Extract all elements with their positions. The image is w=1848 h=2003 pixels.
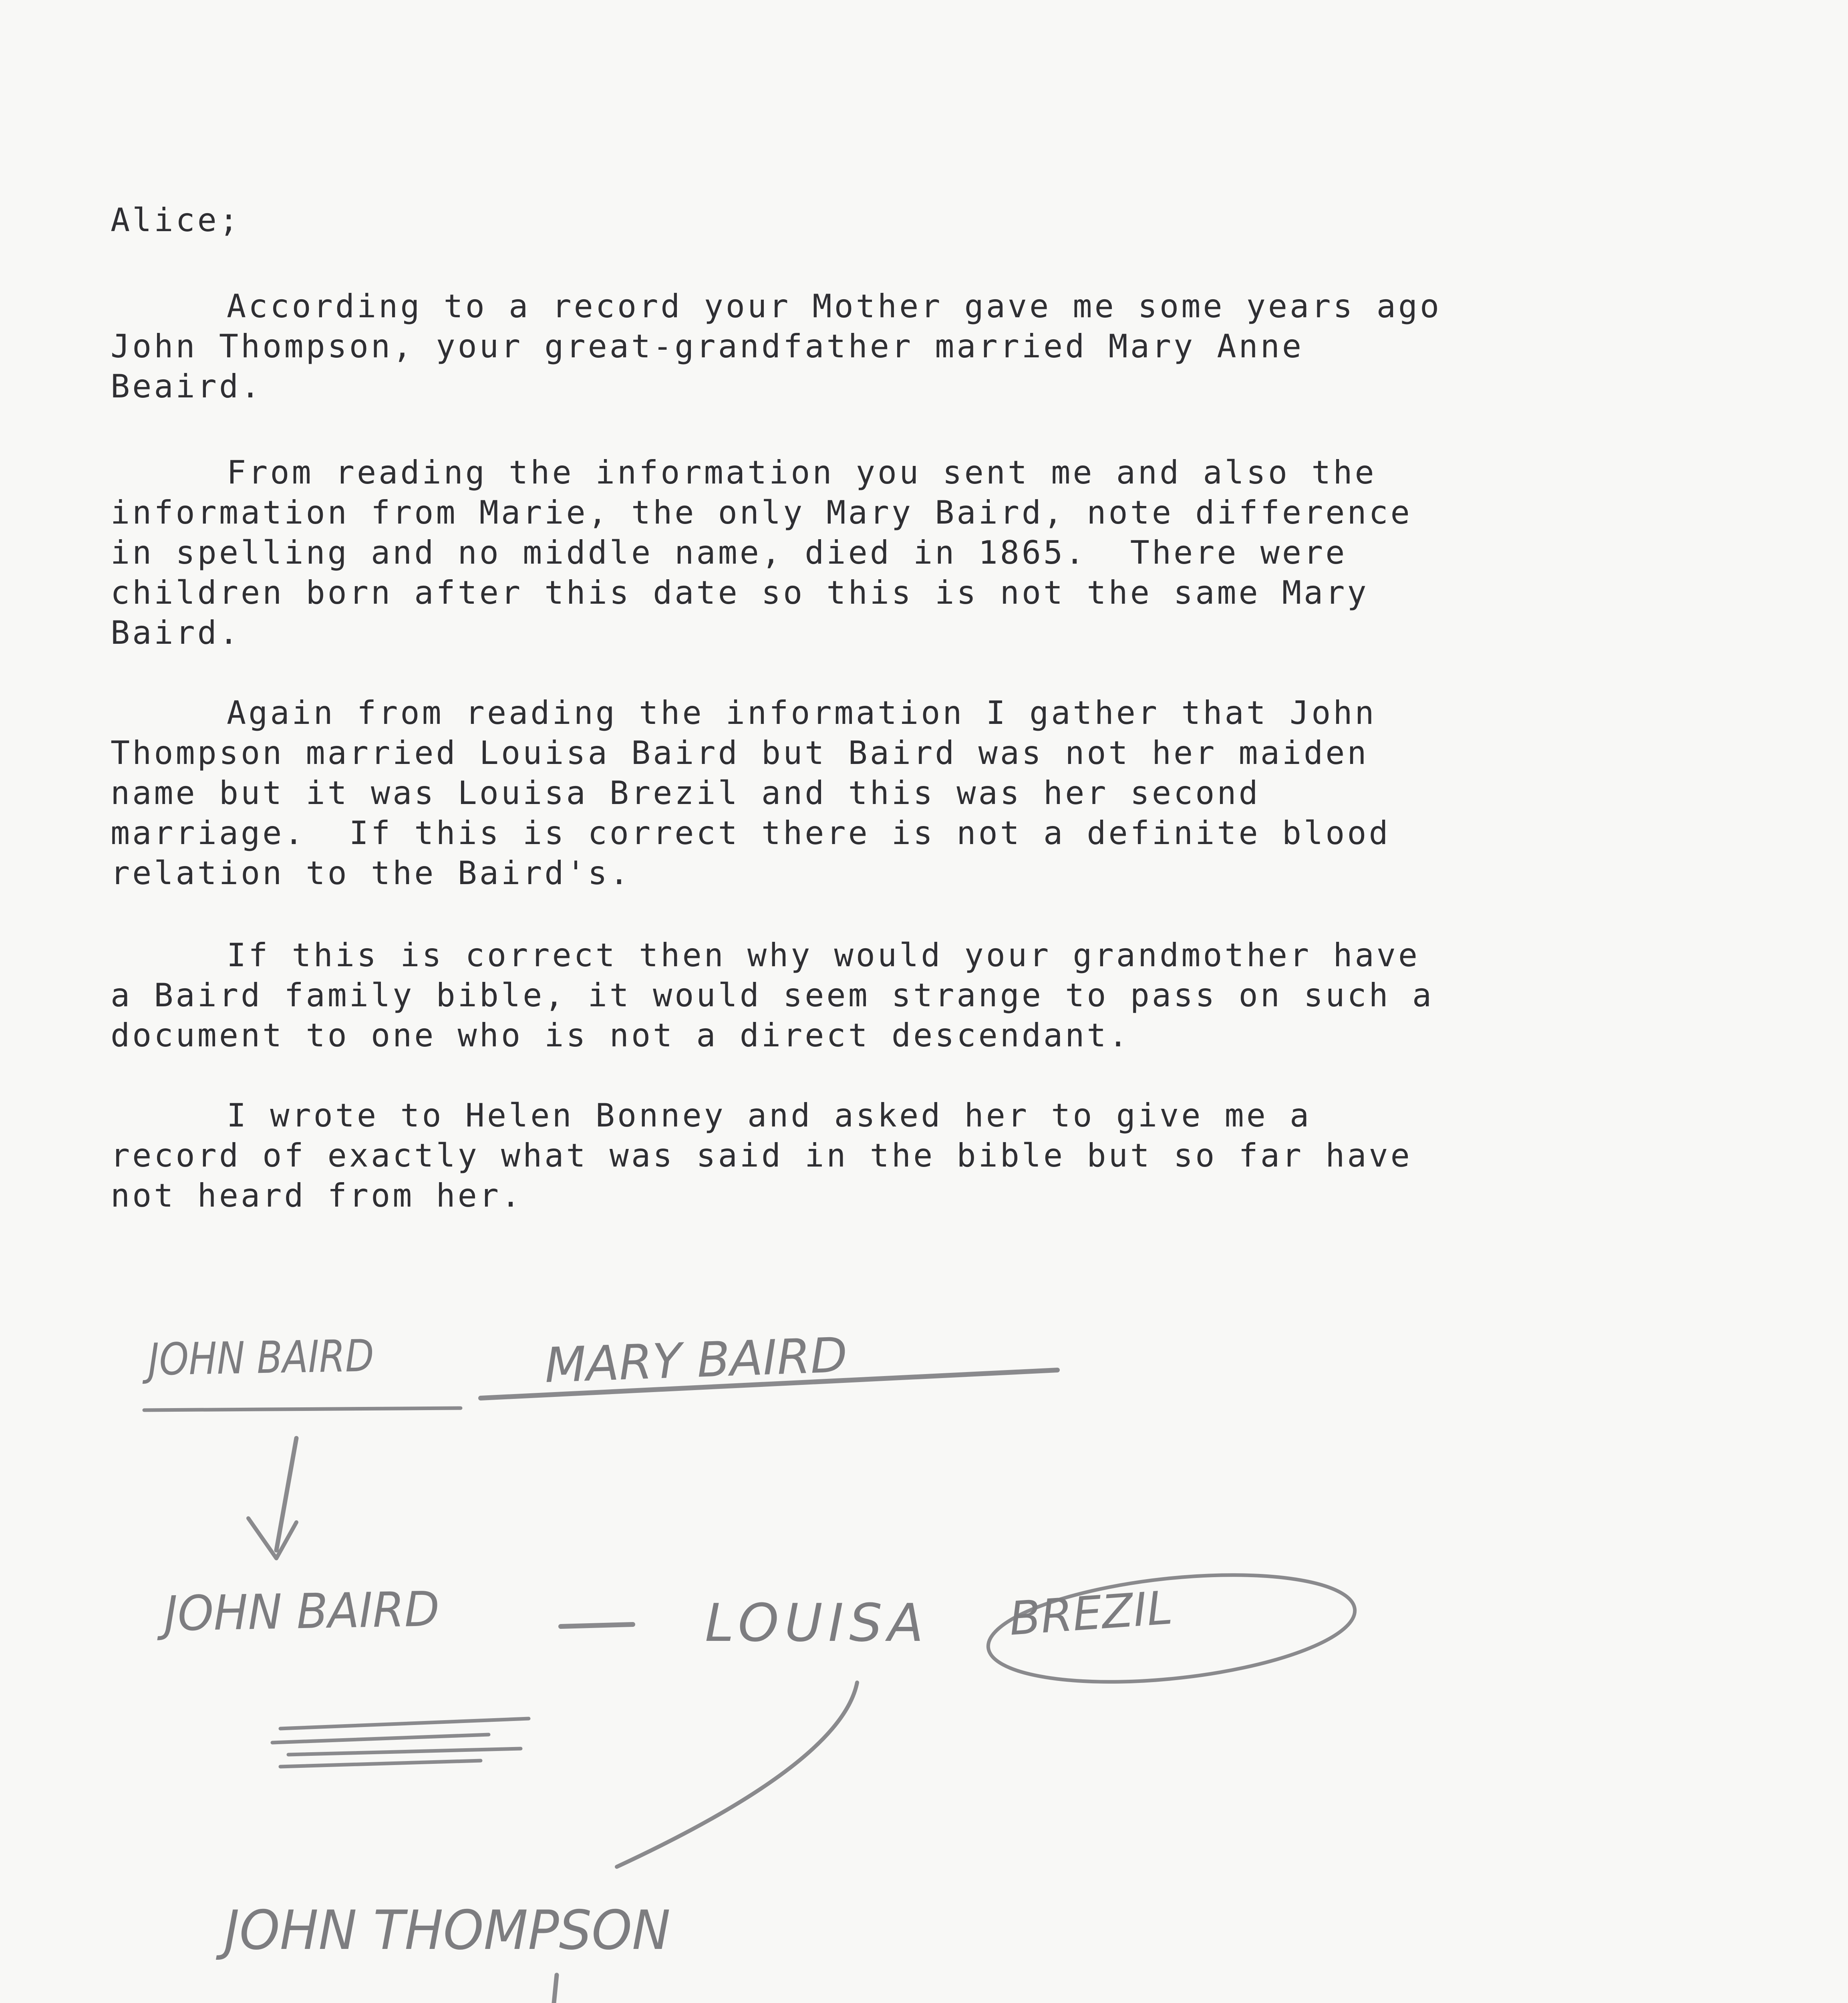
handwritten-louisa: LOUISA bbox=[705, 1592, 929, 1653]
paragraph-line: document to one who is not a direct descendant. bbox=[111, 1017, 1130, 1054]
paragraph-line: information from Marie, the only Mary Baird, note difference bbox=[111, 494, 1412, 531]
pencil-arrow-head bbox=[248, 1518, 296, 1558]
paragraph-line: According to a record your Mother gave me some years ago bbox=[227, 288, 1442, 325]
pencil-diagonal-line bbox=[617, 1683, 857, 1867]
paragraph-line: Thompson married Louisa Baird but Baird was not her maiden bbox=[111, 734, 1369, 772]
pencil-underline-line1 bbox=[144, 1408, 461, 1410]
pencil-arrow-shaft bbox=[276, 1438, 296, 1550]
handwritten-john-baird-1: JOHN BAIRD bbox=[147, 1330, 374, 1385]
paragraph-line: children born after this date so this is not the same Mary bbox=[111, 574, 1369, 611]
salutation-text: Alice; bbox=[111, 202, 241, 239]
paragraph-line: a Baird family bible, it would seem strange to pass on such a bbox=[111, 977, 1434, 1014]
pencil-dash-line2 bbox=[561, 1624, 633, 1626]
paragraph-line: relation to the Baird's. bbox=[111, 854, 631, 892]
paragraph-line: Baird. bbox=[111, 614, 241, 651]
paragraph-line: John Thompson, your great-grandfather married Mary Anne bbox=[111, 328, 1304, 365]
handwritten-mary-baird: MARY BAIRD bbox=[544, 1327, 849, 1394]
paragraph-line: not heard from her. bbox=[111, 1177, 523, 1214]
pencil-vertical-line bbox=[545, 1975, 557, 2003]
paragraph-line: Beaird. bbox=[111, 368, 263, 405]
paragraph-line: I wrote to Helen Bonney and asked her to give me a bbox=[227, 1097, 1312, 1134]
pencil-equal-lines bbox=[272, 1719, 529, 1767]
paragraph-line: If this is correct then why would your grandmother have bbox=[227, 937, 1420, 974]
paragraph-line: record of exactly what was said in the bible but so far have bbox=[111, 1137, 1412, 1174]
paragraph-line: marriage. If this is correct there is not a definite blood bbox=[111, 814, 1391, 852]
handwritten-john-thompson: JOHN THOMPSON bbox=[224, 1899, 670, 1962]
paragraph-line: in spelling and no middle name, died in 1865. There were bbox=[111, 534, 1347, 571]
paragraph-line: From reading the information you sent me and also the bbox=[227, 454, 1377, 491]
handwritten-john-baird-2: JOHN BAIRD bbox=[163, 1582, 440, 1642]
paragraph-line: name but it was Louisa Brezil and this was her second bbox=[111, 774, 1260, 812]
handwritten-brezil: BREZIL bbox=[1007, 1581, 1174, 1646]
paragraph-line: Again from reading the information I gather that John bbox=[227, 694, 1377, 731]
